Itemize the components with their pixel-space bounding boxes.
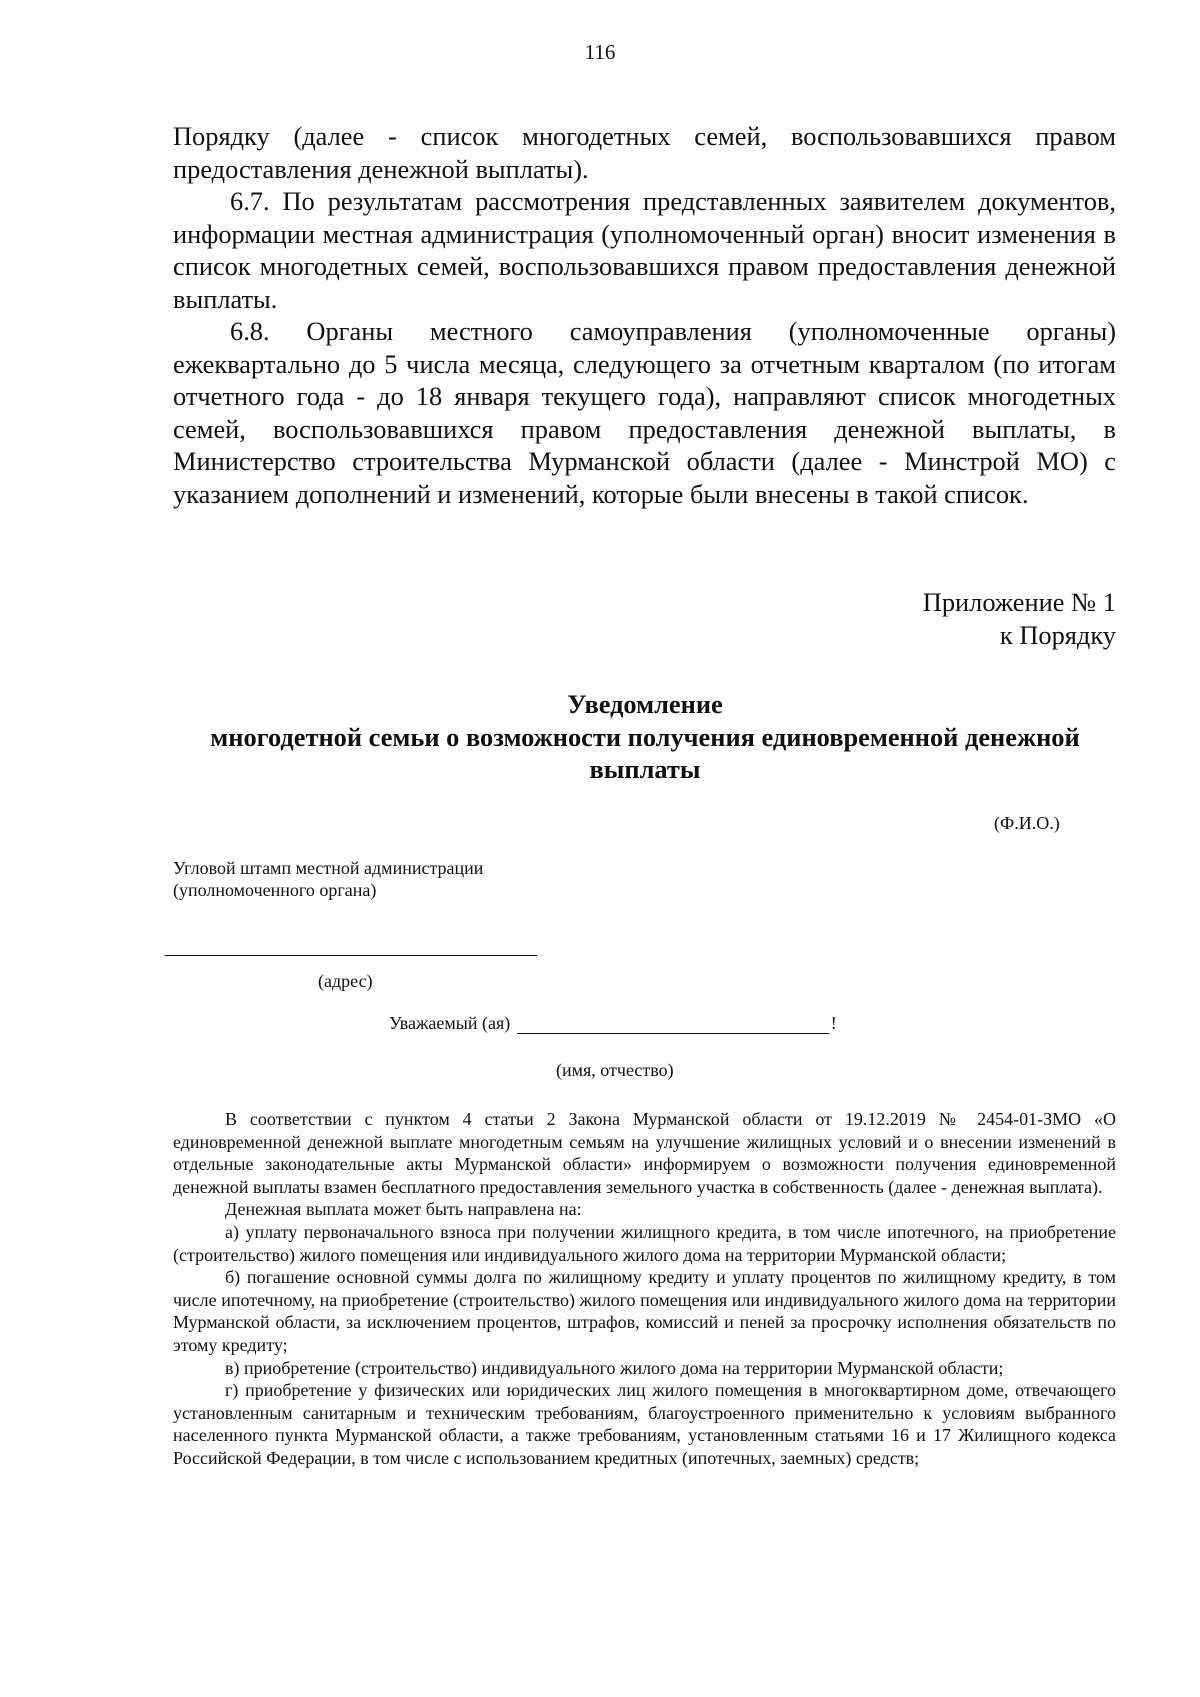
body-paragraph: а) уплату первоначального взноса при получении жилищного кредита, в том числе ипотечного, на приобретение (строительство) жилого помещения или индивидуального жилого дома на территории Мурманской области; — [173, 1221, 1116, 1265]
address-blank-line — [165, 955, 537, 956]
body-paragraph: В соответствии с пунктом 4 статьи 2 Закона Мурманской области от 19.12.2019 № 2454-01-ЗМО «О единовременной денежной выплате многодетным семьям на улучшение жилищных условий и о внесении изменений в отдельные законодательные акты Мурманской области» информируем о возможности получения единовременной денежной выплаты взамен бесплатного предоставления земельного участка в собственность (далее - денежная выплата). — [173, 1109, 1116, 1197]
appendix-line: к Порядку — [999, 619, 1116, 650]
intro-paragraph: Порядку (далее - список многодетных семей, воспользовавшихся правом предоставления денежной выплаты). — [173, 121, 1116, 184]
title-line: Уведомление — [567, 689, 723, 719]
name-caption: (имя, отчество) — [556, 1060, 674, 1080]
address-caption: (адрес) — [318, 971, 373, 991]
greeting — [389, 1012, 837, 1034]
page-number: 116 — [584, 40, 616, 64]
body-paragraph: г) приобретение у физических или юридических лиц жилого помещения в многоквартирном доме, отвечающего установленным санитарным и техническим требованиям, благоустроенного применительно к условиям выбранного населенного пункта Мурманской области, а также требованиям, установленным статьями 16 и 17 Жилищного кодекса Российской Федерации, в том числе с использованием кредитных (ипотечных, заемных) средств; — [173, 1380, 1116, 1468]
intro-text — [173, 120, 1116, 510]
fio-caption: (Ф.И.О.) — [994, 813, 1060, 833]
intro-paragraph: 6.7. По результатам рассмотрения представленных заявителем документов, информации местная администрация (уполномоченный орган) вносит изменения в список многодетных семей, воспользовавшихся правом предоставления денежной выплаты. — [173, 186, 1116, 314]
title-line: выплаты — [589, 754, 701, 784]
greeting-prefix: Уважаемый (ая) — [389, 1013, 511, 1033]
appendix-reference — [923, 586, 1116, 651]
body-paragraph: в) приобретение (строительство) индивидуального жилого дома на территории Мурманской области; — [225, 1357, 1004, 1378]
notice-body — [173, 1108, 1116, 1470]
title-line: многодетной семьи о возможности получения единовременной денежной — [210, 721, 1080, 752]
stamp-line: (уполномоченного органа) — [173, 880, 377, 900]
stamp-line: Угловой штамп местной администрации — [173, 858, 484, 878]
greeting-suffix: ! — [830, 1013, 837, 1033]
corner-stamp-label — [173, 857, 483, 901]
appendix-line: Приложение № 1 — [922, 587, 1116, 617]
intro-paragraph: 6.8. Органы местного самоуправления (уполномоченные органы) ежеквартально до 5 числа месяца, следующего за отчетным кварталом (по итогам отчетного года - до 18 января текущего года), направляют список многодетных семей, воспользовавшихся правом предоставления денежной выплаты, в Министерство строительства Мурманской области (далее - Минстрой МО) с указанием дополнений и изменений, которые были внесены в такой список. — [173, 316, 1116, 509]
name-blank-line — [517, 1016, 829, 1034]
document-title — [150, 688, 1140, 786]
body-paragraph: б) погашение основной суммы долга по жилищному кредиту и уплату процентов по жилищному кредиту, в том числе ипотечному, на приобретение (строительство) жилого помещения или индивидуального жилого дома на территории Мурманской области, за исключением процентов, штрафов, комиссий и пеней за просрочку исполнения обязательств по этому кредиту; — [173, 1267, 1116, 1355]
body-paragraph: Денежная выплата может быть направлена на: — [225, 1199, 582, 1220]
